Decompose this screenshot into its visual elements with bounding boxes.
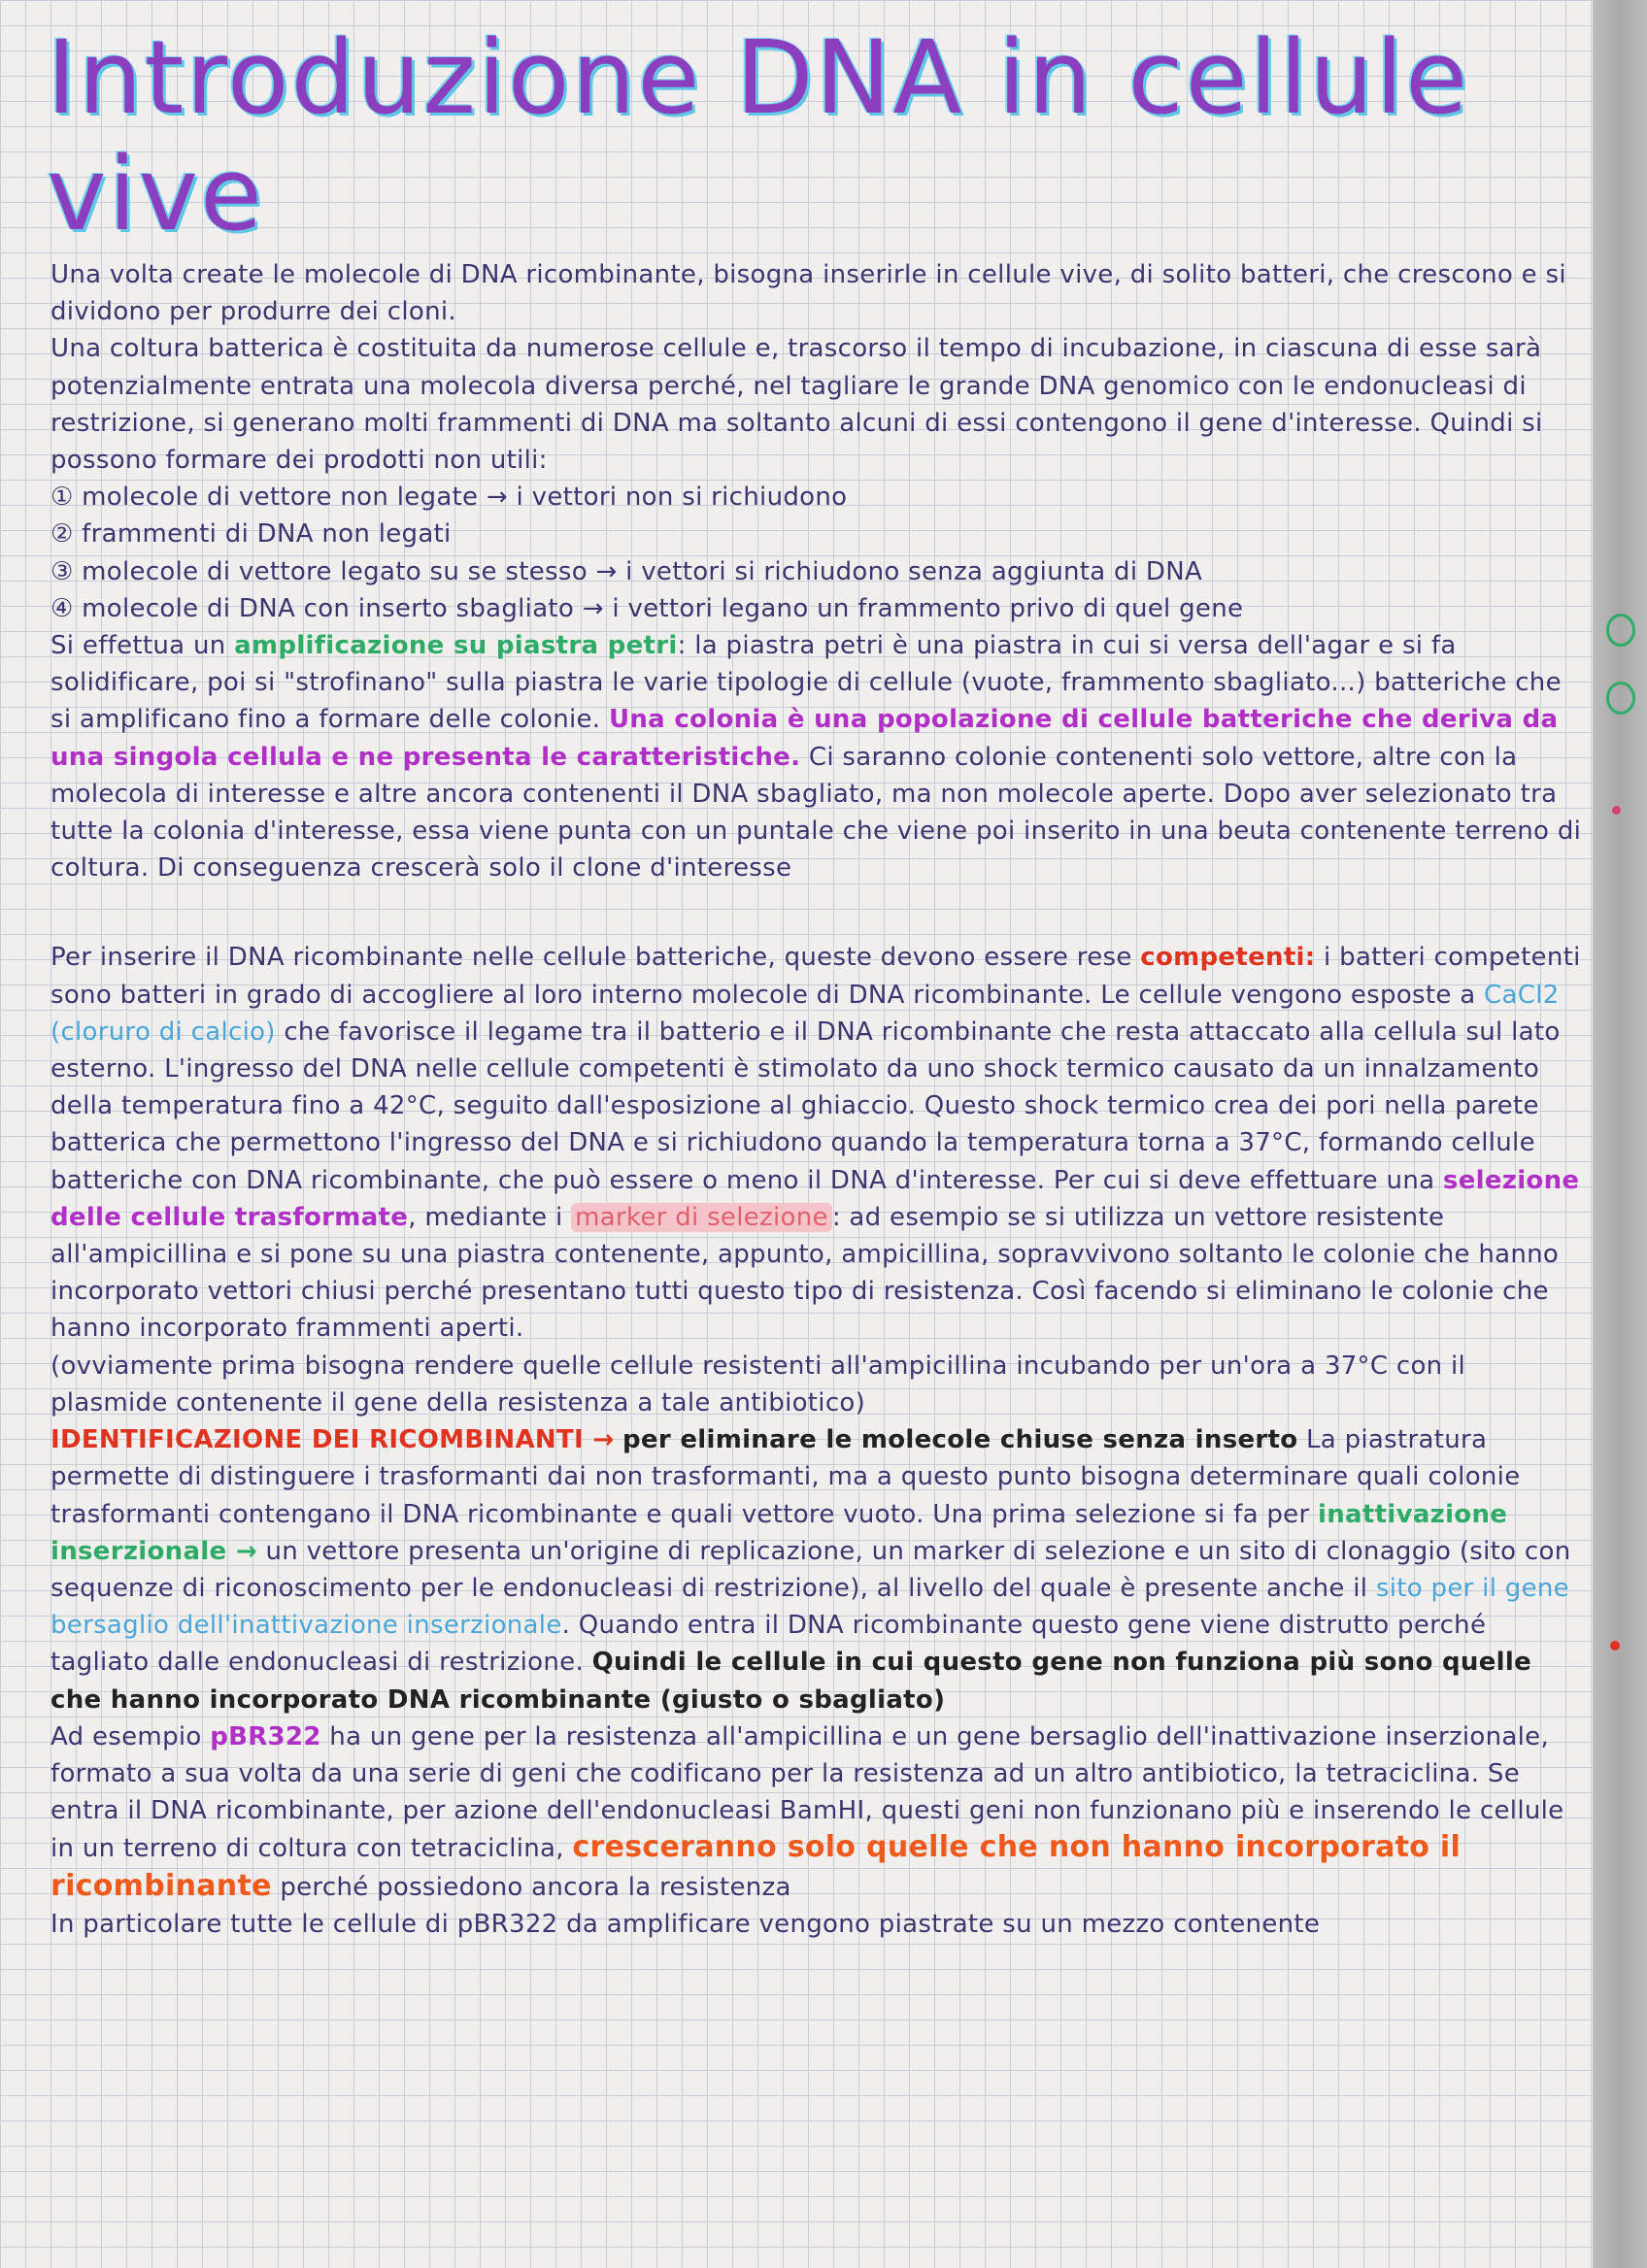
comp-post: i batteri competenti sono batteri in grado di accogliere al loro interno molecole di DNA ricombinante. Le cellule vengono esposte a xyxy=(50,943,1581,1010)
inactivation-highlight: inattivazione inserzionale → xyxy=(50,1499,1508,1566)
green-dot-marker xyxy=(1606,614,1635,647)
comp-post3: , mediante i xyxy=(408,1202,563,1232)
list-item-3: ③ molecole di vettore legato su se stesso → i vettori si richiudono senza aggiunta di DNA xyxy=(50,556,1203,586)
list-item-4: ④ molecole di DNA con inserto sbagliato → i vettori legano un frammento privo di quel gene xyxy=(50,593,1244,623)
paragraph-identification xyxy=(50,1421,1585,1718)
list-item-2: ② frammenti di DNA non legati xyxy=(50,519,452,550)
ident-text2: un vettore presenta un'origine di replicazione, un marker di selezione e un sito di clonaggio (sito con sequenze di riconoscimento per le endonucleasi di restrizione), al livello del quale è presente anche il xyxy=(50,1536,1571,1603)
page-title: Introduzione DNA in cellule vive xyxy=(47,18,1470,253)
cacl2-highlight: CaCl2 (cloruro di calcio) xyxy=(50,980,1560,1047)
paragraph-intro xyxy=(50,256,1585,330)
paragraph-culture xyxy=(50,330,1585,479)
green-dot-marker xyxy=(1606,682,1635,715)
selection-highlight: selezione delle cellule trasformate xyxy=(50,1165,1580,1232)
paragraph-last: In particolare tutte le cellule di pBR322 da amplificare vengono piastrate su un mezzo contenente xyxy=(50,1909,1321,1939)
red-dot-marker xyxy=(1610,1641,1620,1651)
example-pre: Ad esempio xyxy=(50,1721,202,1751)
notes-body xyxy=(50,256,1585,1943)
example-post: perché possiedono ancora la resistenza xyxy=(280,1872,791,1902)
example-text: ha un gene per la resistenza all'ampicillina e un gene bersaglio dell'inattivazione inserzionale, formato a sua volta da una serie di geni che codificano per la resistenza ad un altro antibiotico, la tetraciclina. Se entra il DNA ricombinante, per azione dell'endonucleasi BamHI, questi geni non funzionano più e inserendo le cellule in un terreno di coltura con tetraciclina, xyxy=(50,1721,1564,1864)
paragraph-amplification xyxy=(50,627,1585,886)
target-site-highlight: sito per il gene bersaglio dell'inattivazione inserzionale xyxy=(50,1573,1569,1641)
comp-pre: Per inserire il DNA ricombinante nelle cellule batteriche, queste devono essere rese xyxy=(50,943,1132,973)
paragraph-note: (ovviamente prima bisogna rendere quelle cellule resistenti all'ampicillina incubando per un'ora a 37°C con il plasmide contenente il gene della resistenza a tale antibiotico) xyxy=(50,1351,1466,1418)
growth-highlight: cresceranno solo quelle che non hanno incorporato il ricombinante xyxy=(50,1830,1462,1903)
comp-post2: che favorisce il legame tra il batterio e il DNA ricombinante che resta attaccato alla cellula sul lato esterno. L'ingresso del DNA nelle cellule competenti è stimolato da uno shock termico causato da un innalzamento della temperatura fino a 42°C, seguito dall'esposizione al ghiaccio. Questo shock termico crea dei pori nella parete batterica che permettono l'ingresso del DNA e si richiudono quando la temperatura torna a 37°C, formando cellule batteriche con DNA ricombinante, che può essere o meno il DNA d'interesse. Per cui si deve effettuare una xyxy=(50,1017,1561,1195)
ident-text1: La piastratura permette di distinguere i trasformanti dai non trasformanti, ma a questo punto bisogna determinare quali colonie trasformanti contengano il DNA ricombinante e quali vettore vuoto. Una prima selezione si fa per xyxy=(50,1425,1521,1529)
list-item-1: ① molecole di vettore non legate → i vettori non si richiudono xyxy=(50,483,848,513)
amp-pre: Si effettua un xyxy=(50,631,226,661)
paragraph-competent xyxy=(50,939,1585,1347)
marker-highlight: marker di selezione xyxy=(571,1203,832,1232)
next-page-edge xyxy=(1593,0,1647,2268)
plasmid-highlight: pBR322 xyxy=(210,1721,321,1751)
colony-definition: Una colonia è una popolazione di cellule batteriche che deriva da una singola cellula e ne presenta le caratteristiche. xyxy=(50,705,1559,772)
amp-post: : la piastra petri è una piastra in cui si versa dell'agar e si fa solidificare, poi si "strofinano" sulla piastra le varie tipologie di cellule (vuote, frammento sbagliato...) batteriche che si amplificano fino a formare delle colonie. xyxy=(50,631,1562,735)
paragraph-example xyxy=(50,1718,1585,1906)
intro-text: Una volta create le molecole di DNA ricombinante, bisogna inserirle in cellule vive, di solito batteri, che crescono e si dividono per produrre dei cloni. xyxy=(50,260,1566,327)
pink-dot-marker xyxy=(1612,806,1621,815)
amp-rest: Ci saranno colonie contenenti solo vettore, altre con la molecola di interesse e altre ancora contenenti il DNA sbagliato, ma non molecole aperte. Dopo aver selezionato tra tutte la colonia d'interesse, essa viene punta con un puntale che viene poi inserito in una beuta contenente terreno di coltura. Di conseguenza crescerà solo il clone d'interesse xyxy=(50,742,1582,884)
comp-post4: : ad esempio se si utilizza un vettore resistente all'ampicillina e si pone su una piastra contenente, appunto, ampicillina, sopravvivono soltanto le colonie che hanno incorporato vettori chiusi perché presentano tutti questo tipo di resistenza. Così facendo si eliminano le colonie che hanno incorporato frammenti aperti. xyxy=(50,1202,1560,1344)
competent-highlight: competenti: xyxy=(1140,943,1316,973)
ident-text3: . Quando entra il DNA ricombinante questo gene viene distrutto perché tagliato dalle endonucleasi di restrizione. xyxy=(50,1611,1487,1678)
paragraph-gap xyxy=(50,886,1585,939)
amp-highlight: amplificazione su piastra petri xyxy=(234,631,678,661)
culture-text: Una coltura batterica è costituita da numerose cellule e, trascorso il tempo di incubazione, in ciascuna di esse sarà potenzialmente entrata una molecola diversa perché, nel tagliare le grande DNA genomico con le endonucleasi di restrizione, si generano molti frammenti di DNA ma soltanto alcuni di essi contengono il gene d'interesse. Quindi si possono formare dei prodotti non utili: xyxy=(50,334,1543,476)
identification-heading: IDENTIFICAZIONE DEI RICOMBINANTI → xyxy=(50,1425,615,1455)
identification-conclusion: Quindi le cellule in cui questo gene non funziona più sono quelle che hanno incorporato DNA ricombinante (giusto o sbagliato) xyxy=(50,1648,1532,1715)
identification-purpose: per eliminare le molecole chiuse senza inserto xyxy=(622,1425,1298,1455)
